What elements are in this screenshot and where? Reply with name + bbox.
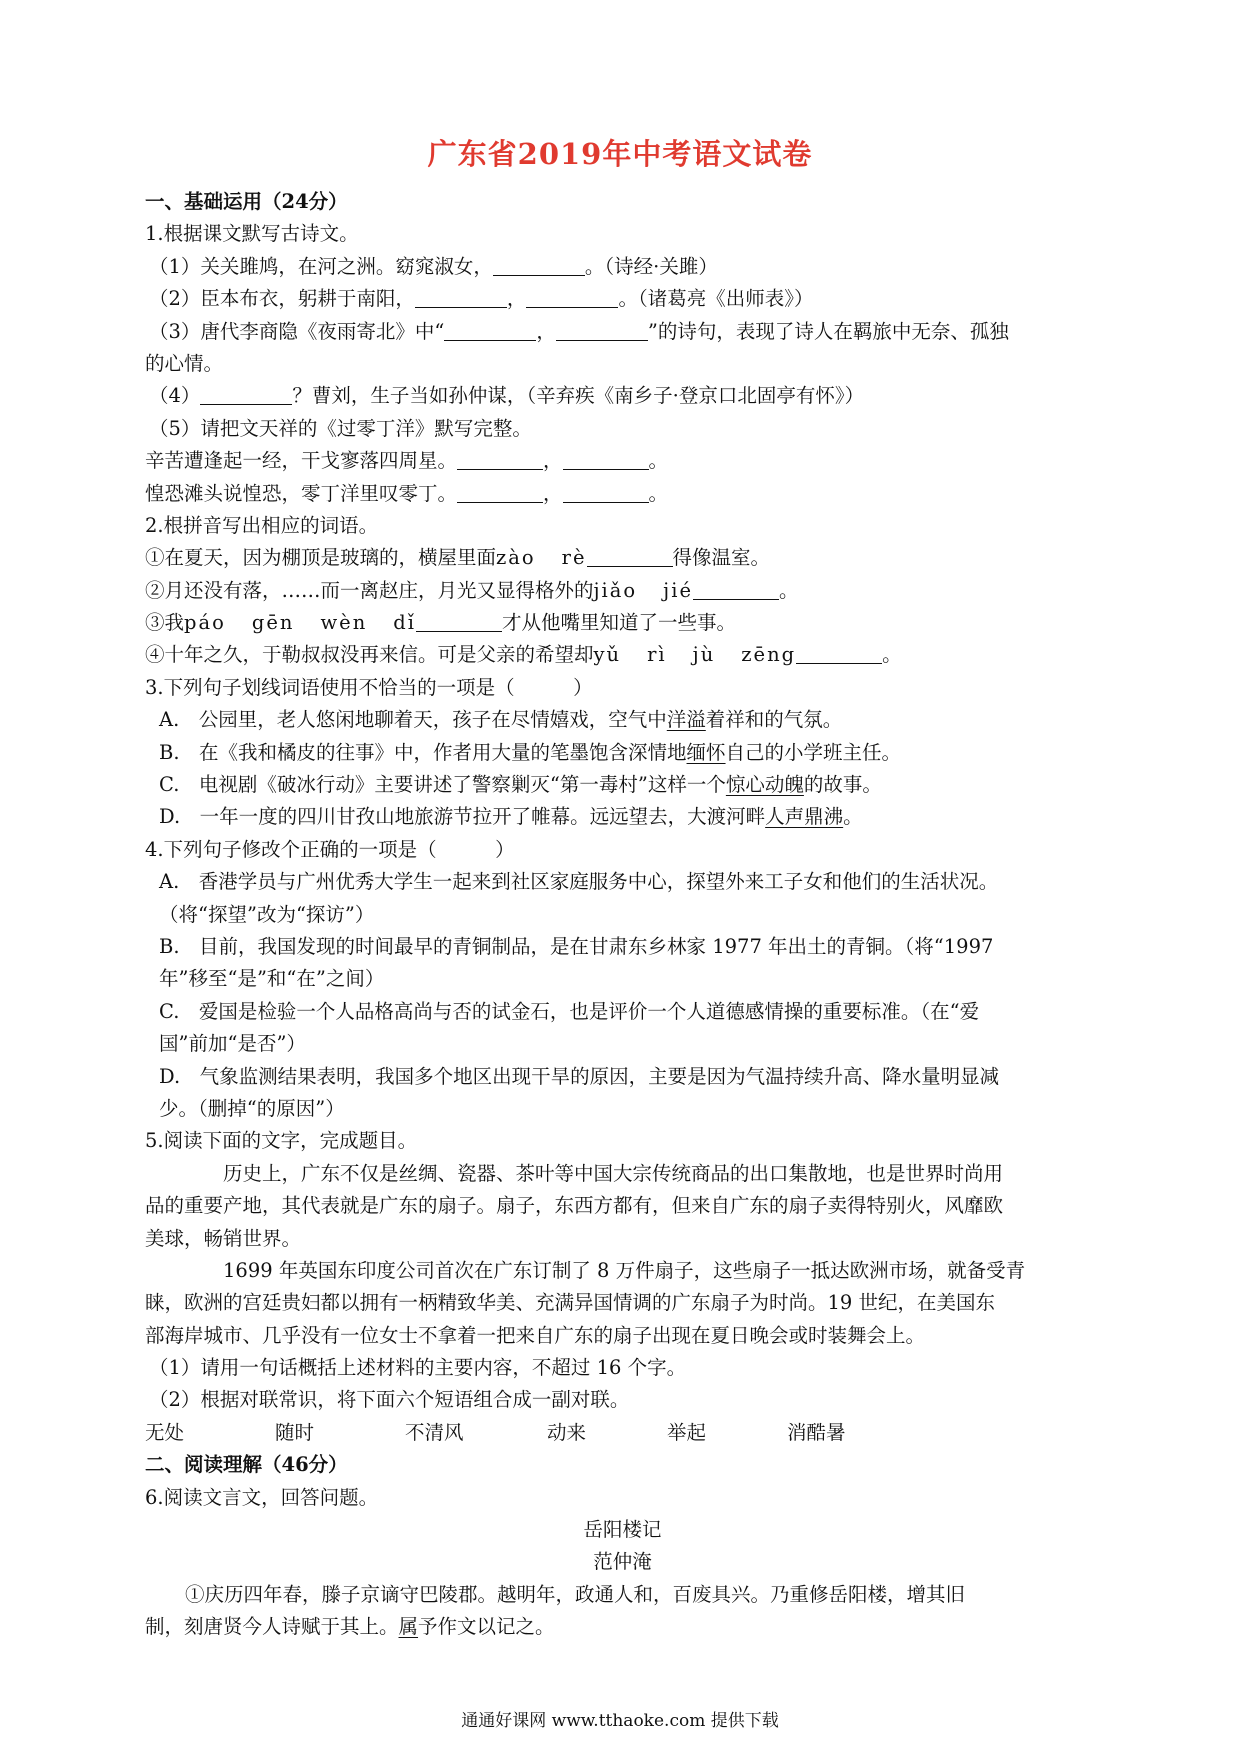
pinyin: wèn bbox=[320, 611, 368, 635]
q1-poem-line-a bbox=[145, 445, 1100, 477]
q5-phrase-list bbox=[145, 1417, 1100, 1449]
q1-line-5: （5）请把文天祥的《过零丁洋》默写完整。 bbox=[149, 416, 532, 440]
q2-l4-suffix: 。 bbox=[882, 643, 902, 667]
option-text: 着祥和的气氛。 bbox=[705, 708, 843, 732]
q3-option-a[interactable] bbox=[145, 704, 1100, 736]
answer-blank[interactable] bbox=[693, 579, 779, 600]
phrase: 无处 bbox=[145, 1420, 185, 1444]
underlined-word: 洋溢 bbox=[666, 708, 706, 732]
option-text: A. 公园里，老人悠闲地聊着天，孩子在尽情嬉戏，空气中 bbox=[159, 708, 667, 732]
question-3-heading: 3.下列句子划线词语使用不恰当的一项是（ ） bbox=[145, 675, 593, 699]
option-text: 的故事。 bbox=[803, 773, 882, 797]
answer-blank[interactable] bbox=[563, 450, 649, 471]
q1-line-2 bbox=[145, 283, 1100, 315]
answer-blank[interactable] bbox=[493, 255, 585, 276]
pinyin: páo bbox=[184, 611, 226, 635]
section-heading-basics: 一、基础运用（24分） bbox=[145, 190, 348, 213]
q1-s5a-suffix: 。 bbox=[648, 449, 669, 473]
q1-s4-prefix: （4） bbox=[149, 384, 201, 408]
q3-option-c[interactable] bbox=[145, 769, 1100, 801]
q1-s5a-comma: ， bbox=[543, 449, 563, 473]
answer-blank[interactable] bbox=[526, 288, 618, 309]
pinyin: zào bbox=[496, 546, 536, 570]
pinyin: jù bbox=[692, 643, 716, 667]
q1-line-3-cont: 的心情。 bbox=[145, 351, 224, 375]
q2-l3-suffix: 才从他嘴里知道了一些事。 bbox=[502, 611, 737, 635]
underlined-word: 缅怀 bbox=[686, 740, 726, 764]
answer-blank[interactable] bbox=[200, 385, 292, 406]
pinyin: rè bbox=[561, 546, 587, 570]
q4-option-d[interactable]: D. 气象监测结果表明，我国多个地区出现干旱的原因，主要是因为气温持续升高、降水量明显减 bbox=[159, 1064, 1000, 1088]
page-footer: 通通好课网 www.tthaoke.com 提供下载 bbox=[461, 1711, 779, 1731]
answer-blank[interactable] bbox=[416, 612, 502, 633]
q5-passage-line: 睐，欧洲的宫廷贵妇都以拥有一柄精致华美、充满异国情调的广东扇子为时尚。19 世纪，在美国东 bbox=[145, 1291, 996, 1315]
pinyin: jié bbox=[663, 578, 693, 602]
q1-s5a-prefix: 辛苦遭逢起一经，干戈寥落四周星。 bbox=[145, 449, 458, 473]
q1-line-3 bbox=[145, 316, 1100, 348]
question-2-heading: 2.根拼音写出相应的词语。 bbox=[145, 513, 379, 537]
q1-s5b-prefix: 惶恐滩头说惶恐，零丁洋里叹零丁。 bbox=[145, 481, 458, 505]
q4-option-b-cont: 年”移至“是”和“在”之间） bbox=[159, 967, 385, 991]
question-1-heading: 1.根据课文默写古诗文。 bbox=[145, 222, 359, 246]
phrase: 随时 bbox=[275, 1420, 315, 1444]
q2-l2-prefix: ②月还没有落，……而一离赵庄，月光又显得格外的 bbox=[145, 578, 594, 602]
pinyin: gēn bbox=[251, 611, 295, 635]
q2-line-3 bbox=[145, 607, 1100, 639]
answer-blank[interactable] bbox=[415, 288, 507, 309]
option-text: C. 电视剧《破冰行动》主要讲述了警察剿灭“第一毒村”这样一个 bbox=[159, 773, 726, 797]
answer-blank[interactable] bbox=[444, 320, 536, 341]
q1-s3-comma: ， bbox=[536, 319, 556, 343]
question-6-heading: 6.阅读文言文，回答问题。 bbox=[145, 1485, 379, 1509]
q2-l4-prefix: ④十年之久，于勒叔叔没再来信。可是父亲的希望却 bbox=[145, 643, 594, 667]
q4-option-a-cont: （将“探望”改为“探访”） bbox=[159, 902, 375, 926]
q1-s3-suffix: ”的诗句，表现了诗人在羁旅中无奈、孤独 bbox=[647, 319, 1009, 343]
q1-s2-prefix: （2）臣本布衣，躬耕于南阳， bbox=[149, 287, 415, 311]
q1-s1-prefix: （1）关关雎鸠，在河之洲。窈窕淑女， bbox=[149, 254, 493, 278]
answer-blank[interactable] bbox=[587, 547, 673, 568]
q3-option-b[interactable] bbox=[145, 737, 1100, 769]
exam-content bbox=[145, 186, 1100, 1644]
phrase: 不清风 bbox=[405, 1420, 464, 1444]
q2-l3-prefix: ③我 bbox=[145, 611, 185, 635]
essay-line: ①庆历四年春，滕子京谪守巴陵郡。越明年，政通人和，百废具兴。乃重修岳阳楼，增其旧 bbox=[185, 1582, 966, 1606]
question-4-heading: 4.下列句子修改个正确的一项是（ ） bbox=[145, 837, 515, 861]
pinyin: dǐ bbox=[393, 611, 416, 635]
q1-line-4 bbox=[145, 380, 1100, 412]
q2-line-2 bbox=[145, 575, 1100, 607]
q1-s3-prefix: （3）唐代李商隐《夜雨寄北》中“ bbox=[149, 319, 445, 343]
option-text: 。 bbox=[843, 805, 863, 829]
q2-line-4 bbox=[145, 639, 1100, 671]
q1-s2-comma: ， bbox=[506, 287, 527, 311]
answer-blank[interactable] bbox=[556, 320, 648, 341]
q1-s4-suffix: ？曹刘，生子当如孙仲谋，（辛弃疾《南乡子·登京口北固亭有怀》） bbox=[292, 384, 865, 408]
pinyin: yǔ bbox=[593, 643, 622, 667]
q2-line-1 bbox=[145, 542, 1100, 574]
answer-blank[interactable] bbox=[796, 644, 882, 665]
q2-l2-suffix: 。 bbox=[779, 578, 799, 602]
phrase: 动来 bbox=[547, 1420, 587, 1444]
phrase: 消酷暑 bbox=[787, 1420, 846, 1444]
q1-line-1 bbox=[145, 251, 1100, 283]
q5-passage-line: 1699 年英国东印度公司首次在广东订制了 8 万件扇子，这些扇子一抵达欧洲市场，就备受青 bbox=[223, 1258, 1026, 1282]
q1-s1-suffix: 。（诗经·关雎） bbox=[584, 254, 718, 278]
answer-blank[interactable] bbox=[563, 482, 649, 503]
pinyin: rì bbox=[647, 643, 667, 667]
pinyin: zēng bbox=[741, 643, 797, 667]
q1-poem-line-b bbox=[145, 478, 1100, 510]
underlined-word: 属 bbox=[398, 1615, 419, 1639]
essay-author: 范仲淹 bbox=[593, 1550, 652, 1574]
q5-passage-line: 历史上，广东不仅是丝绸、瓷器、茶叶等中国大宗传统商品的出口集散地，也是世界时尚用 bbox=[223, 1161, 1004, 1185]
q3-option-d[interactable] bbox=[145, 801, 1100, 833]
q5-passage-line: 美球，畅销世界。 bbox=[145, 1226, 302, 1250]
q1-s2-suffix: 。（诸葛亮《出师表》） bbox=[618, 287, 814, 311]
q5-subquestion-2: （2）根据对联常识，将下面六个短语组合成一副对联。 bbox=[149, 1388, 630, 1412]
q4-option-c-cont: 国”前加“是否”） bbox=[159, 1032, 306, 1056]
section-heading-reading: 二、阅读理解（46分） bbox=[145, 1453, 348, 1477]
q2-l1-suffix: 得像温室。 bbox=[672, 546, 771, 570]
phrase: 举起 bbox=[667, 1420, 707, 1444]
q4-option-d-cont: 少。（删掉“的原因”） bbox=[159, 1096, 345, 1120]
q4-option-b[interactable]: B. 目前，我国发现的时间最早的青铜制品，是在甘肃东乡林家 1977 年出土的青铜。（将“1997 bbox=[159, 934, 994, 958]
answer-blank[interactable] bbox=[457, 482, 543, 503]
essay-text: 予作文以记之。 bbox=[418, 1615, 555, 1639]
essay-title: 岳阳楼记 bbox=[583, 1518, 662, 1542]
option-text: D. 一年一度的四川甘孜山地旅游节拉开了帷幕。远远望去，大渡河畔 bbox=[159, 805, 766, 829]
page-title: 广东省2019年中考语文试卷 bbox=[427, 137, 813, 171]
option-text: 自己的小学班主任。 bbox=[725, 740, 902, 764]
option-text: B. 在《我和橘皮的往事》中，作者用大量的笔墨饱含深情地 bbox=[159, 740, 687, 764]
q4-option-c[interactable]: C. 爱国是检验一个人品格高尚与否的试金石，也是评价一个人道德感情操的重要标准。（在“爱 bbox=[159, 999, 980, 1023]
underlined-word: 惊心动魄 bbox=[725, 773, 804, 797]
q4-option-a[interactable]: A. 香港学员与广州优秀大学生一起来到社区家庭服务中心，探望外来工子女和他们的生活状况。 bbox=[159, 870, 999, 894]
essay-line bbox=[145, 1611, 1100, 1643]
underlined-word: 人声鼎沸 bbox=[765, 805, 844, 829]
answer-blank[interactable] bbox=[457, 450, 543, 471]
q1-s5b-comma: ， bbox=[543, 481, 563, 505]
q5-subquestion-1: （1）请用一句话概括上述材料的主要内容，不超过 16 个字。 bbox=[149, 1356, 687, 1380]
essay-text: 制，刻唐贤今人诗赋于其上。 bbox=[145, 1615, 399, 1639]
pinyin: jiǎo bbox=[593, 578, 638, 602]
question-5-heading: 5.阅读下面的文字，完成题目。 bbox=[145, 1129, 418, 1153]
q2-l1-prefix: ①在夏天，因为棚顶是玻璃的，横屋里面 bbox=[145, 546, 497, 570]
q1-s5b-suffix: 。 bbox=[648, 481, 669, 505]
q5-passage-line: 部海岸城市、几乎没有一位女士不拿着一把来自广东的扇子出现在夏日晚会或时装舞会上。 bbox=[145, 1323, 926, 1347]
q5-passage-line: 品的重要产地，其代表就是广东的扇子。扇子，东西方都有，但来自广东的扇子卖得特别火，风靡欧 bbox=[145, 1194, 1004, 1218]
